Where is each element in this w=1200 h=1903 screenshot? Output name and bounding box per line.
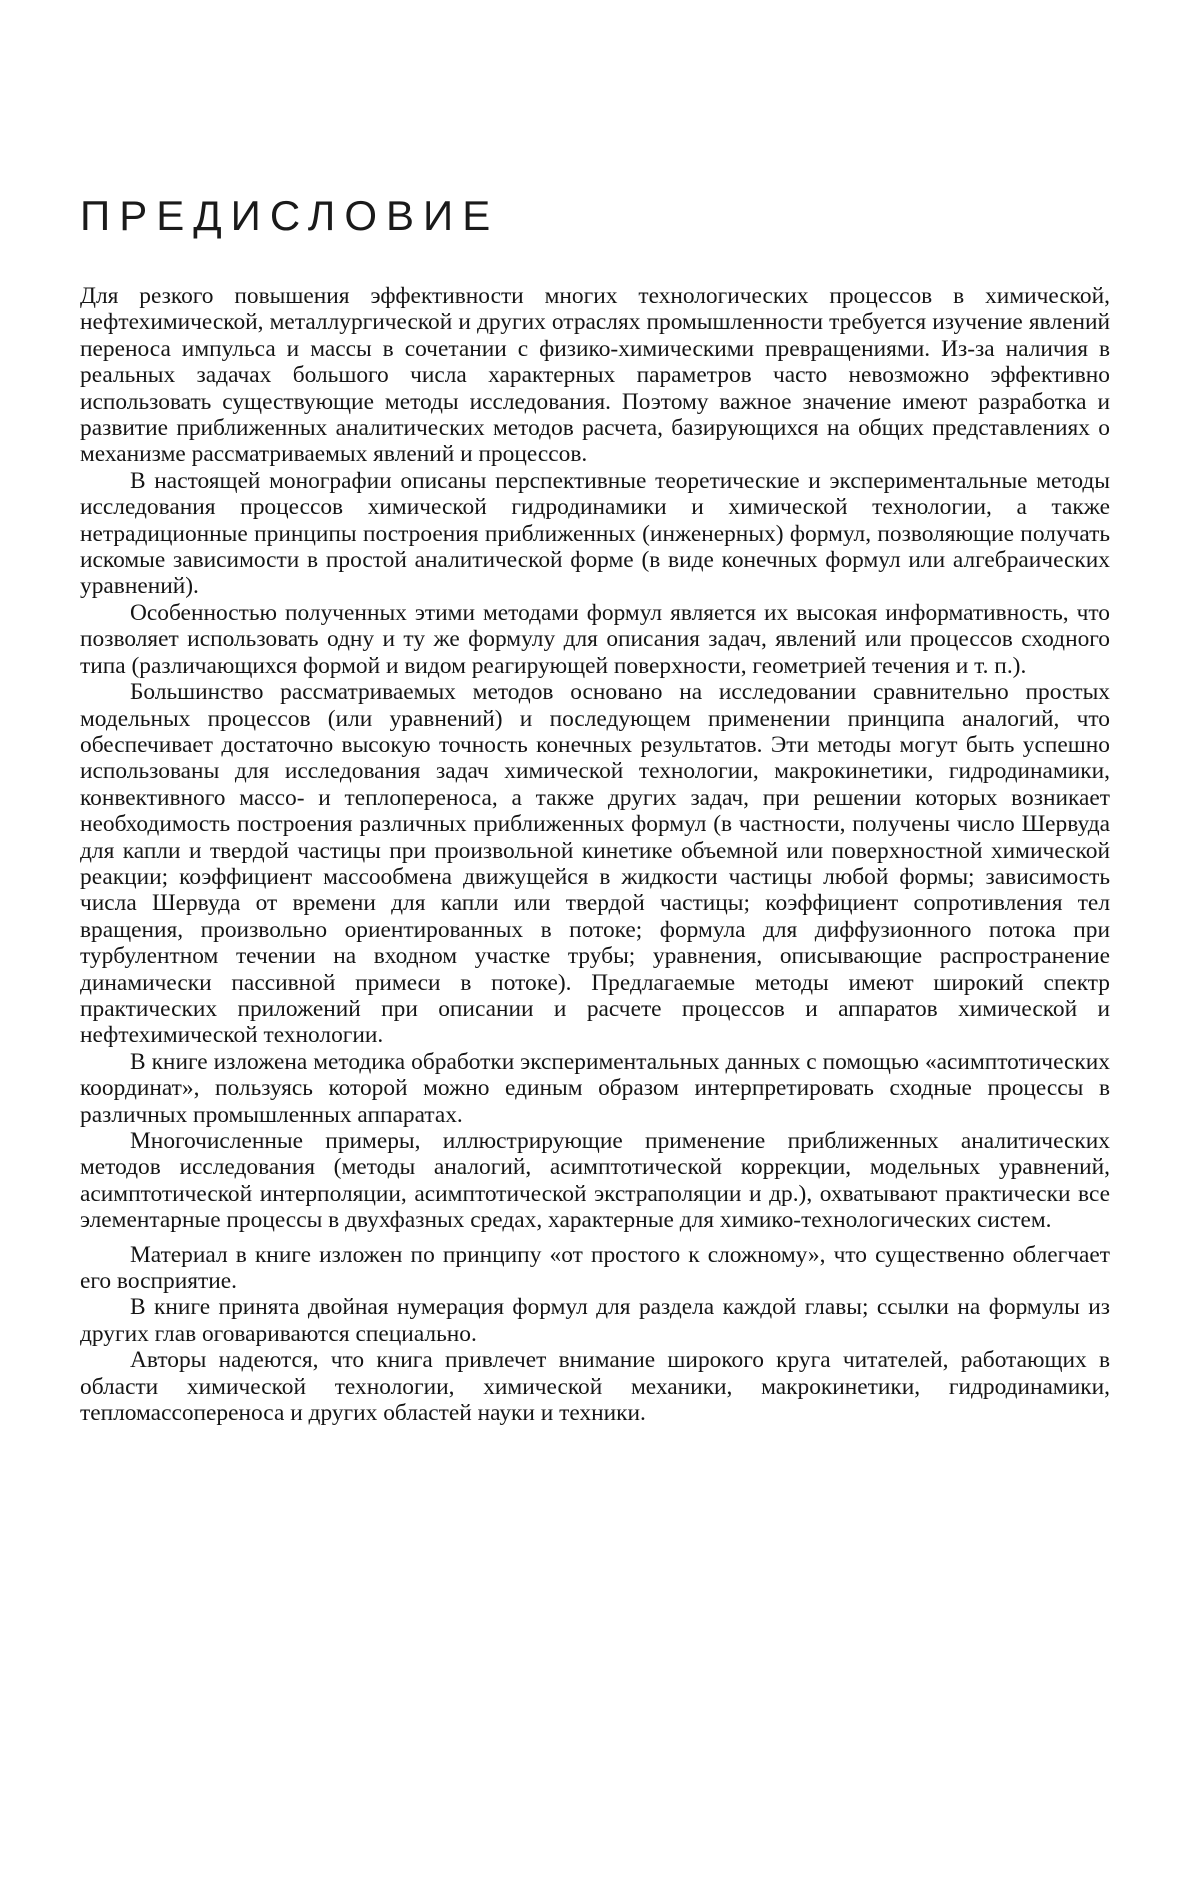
paragraph-9: Авторы надеются, что книга привлечет внимание широкого круга читателей, работающих в области химической технологии, химической механики, макрокинетики, гидродинамики, тепломассопереноса и других областей науки и техники. (80, 1347, 1110, 1427)
paragraph-2: В настоящей монографии описаны перспективные теоретические и экспериментальные методы исследования процессов химической гидродинамики и химической технологии, а также нетрадиционные принципы построения приближенных (инженерных) формул, позволяющие получать искомые зависимости в простой аналитической форме (в виде конечных формул или алгебраических уравнений). (80, 467, 1110, 600)
document-page (80, 0, 1110, 1903)
paragraph-3: Особенностью полученных этими методами формул является их высокая информативность, что позволяет использовать одну и ту же формулу для описания задач, явлений или процессов сходного типа (различающихся формой и видом реагирующей поверхности, геометрией течения и т. п.). (80, 599, 1110, 679)
paragraph-8: В книге принята двойная нумерация формул для раздела каждой главы; ссылки на формулы из других глав оговариваются специально. (80, 1294, 1110, 1347)
paragraph-7: Материал в книге изложен по принципу «от простого к сложному», что существенно облегчает его восприятие. (80, 1241, 1110, 1295)
paragraph-1: Для резкого повышения эффективности многих технологических процессов в химической, нефтехимической, металлургической и других отраслях промышленности требуется изучение явлений переноса импульса и массы в сочетании с физико-химическими превращениями. Из-за наличия в реальных задачах большого числа характерных параметров часто невозможно эффективно использовать существующие методы исследования. Поэтому важное значение имеют разработка и развитие приближенных аналитических методов расчета, базирующихся на общих представлениях о механизме рассматриваемых явлений и процессов. (80, 283, 1110, 468)
preface-body (80, 283, 1110, 1426)
paragraph-6: Многочисленные примеры, иллюстрирующие применение приближенных аналитических методов исследования (методы аналогий, асимптотической коррекции, модельных уравнений, асимптотической интерполяции, асимптотической экстраполяции и др.), охватывают практически все элементарные процессы в двухфазных средах, характерные для химико-технологических систем. (80, 1128, 1110, 1234)
page-title: ПРЕДИСЛОВИЕ (80, 192, 500, 239)
paragraph-4: Большинство рассматриваемых методов основано на исследовании сравнительно простых модельных процессов (или уравнений) и последующем применении принципа аналогий, что обеспечивает достаточно высокую точность конечных результатов. Эти методы могут быть успешно использованы для исследования задач химической технологии, макрокинетики, гидродинамики, конвективного массо- и теплопереноса, а также других задач, при решении которых возникает необходимость построения различных приближенных формул (в частности, получены число Шервуда для капли и твердой частицы при произвольной кинетике объемной или поверхностной химической реакции; коэффициент массообмена движущейся в жидкости частицы любой формы; зависимость числа Шервуда от времени для капли или твердой частицы; коэффициент сопротивления тел вращения, произвольно ориентированных в потоке; формула для диффузионного потока при турбулентном течении на входном участке трубы; уравнения, описывающие распространение динамически пассивной примеси в потоке). Предлагаемые методы имеют широкий спектр практических приложений при описании и расчете процессов и аппаратов химической и нефтехимической технологии. (80, 679, 1110, 1049)
paragraph-5: В книге изложена методика обработки экспериментальных данных с помощью «асимптотических координат», пользуясь которой можно единым образом интерпретировать сходные процессы в различных промышленных аппаратах. (80, 1048, 1110, 1128)
